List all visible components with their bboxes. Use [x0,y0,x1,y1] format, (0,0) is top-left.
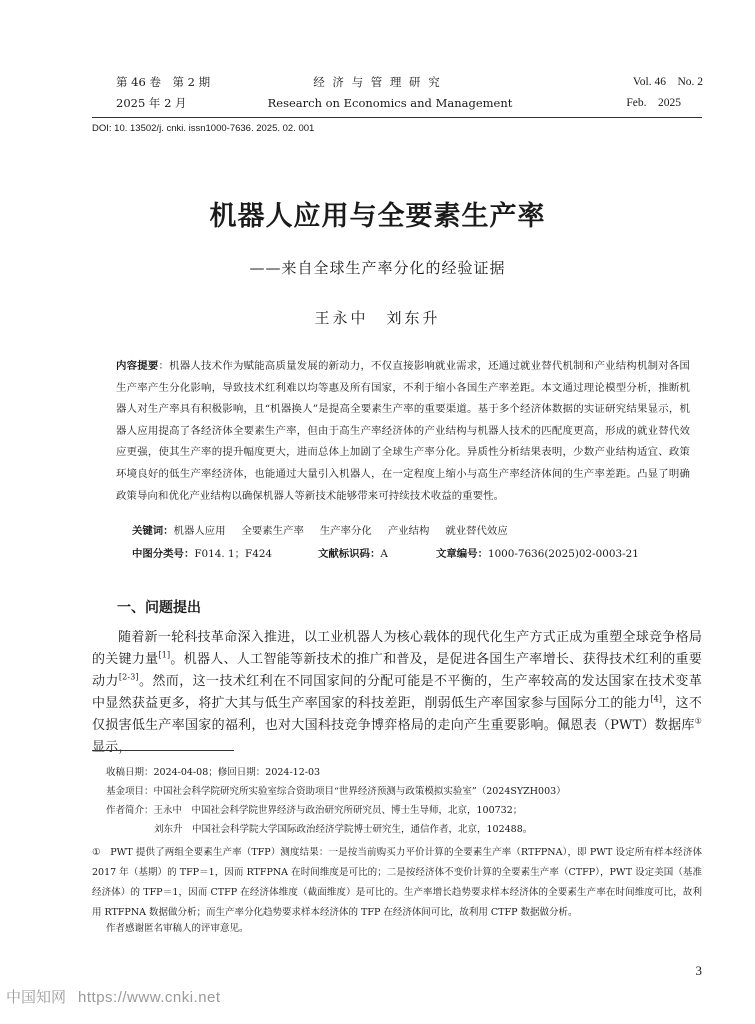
article-label: 文章编号 [436,548,478,560]
received-date: 收稿日期：2024-04-08；修回日期：2024-12-03 [106,767,321,778]
acknowledgement: 作者感谢匿名审稿人的评审意见。 [106,923,249,934]
watermark-name: 中国知网 [6,989,67,1006]
body-text-segment: 随着新一轮科技革命深入推进，以工业机器人为核心载体的现代化生产方式正成为重塑全球竞争格局的关键力量 [92,630,702,667]
journal-title-cn: 经 济 与 管 理 研 究 [313,75,442,89]
header-rule [92,117,702,118]
doi: DOI: 10. 13502/j. cnki. issn1000-7636. 2025. 02. 001 [92,123,315,134]
abstract-text: ：机器人技术作为赋能高质量发展的新动力，不仅直接影响就业需求，还通过就业替代机制和产业结构机制对各国生产率产生分化影响，导致技术红利难以均等惠及所有国家，不利于缩小各国生产率差距。本文通过理论模型分析，推断机器人对生产率具有积极影响，且“机器换人”是提高全要素生产率的重要渠道。基于多个经济体数据的实证研究结果显示，机器人应用提高了各经济体全要素生产率，但由于高生产率经济体的产业结构与机器人技术的匹配度更高，形成的就业替代效应更强，使其生产率的提升幅度更大，进而总体上加剧了全球生产率分化。异质性分析结果表明，少数产业结构适宜、政策环境良好的低生产率经济体，也能通过大量引入机器人，在一定程度上缩小与高生产率经济体间的生产率差距。凸显了明确政策导向和优化产业结构以确保机器人等新技术能够带来可持续技术收益的重要性。 [116,360,690,502]
article-title: 机器人应用与全要素生产率 [209,201,546,232]
footnote-rule [92,750,234,751]
citation[interactable]: [4] [650,694,663,704]
date-cn: 2025 年 2 月 [116,96,187,110]
cnki-watermark [6,986,221,1007]
keywords: 关键词：机器人应用 全要素生产率 生产率分化 产业结构 就业替代效应 [132,525,508,537]
article-number: 文章编号：1000-7636(2025)02-0003-21 [436,548,639,560]
footnote-marker[interactable]: ① [694,716,702,726]
author-bio-2: 刘东升 中国社会科学院大学国际政治经济学院博士研究生，通信作者，北京，102488。 [154,824,533,835]
date-en: Feb. 2025 [626,97,681,109]
keyword: 就业替代效应 [445,525,508,537]
abstract [116,356,690,507]
keywords-label: 关键词 [132,525,164,537]
authors: 王永中 刘东升 [314,309,441,327]
section-heading: 一、问题提出 [117,600,201,616]
keyword: 生产率分化 [319,525,372,537]
article-value: 1000-7636(2025)02-0003-21 [487,548,639,560]
keyword: 机器人应用 [173,525,226,537]
citation[interactable]: [2-3] [118,672,139,682]
volume-issue-cn: 第 46 卷 第 2 期 [116,75,211,89]
body-text-segment: ，这不仅损害低生产率国家的福利，也对大国科技竞争博弈格局的走向产生重要影响。佩恩表（PWT）数据库 [92,696,702,733]
body-text-segment: 显示， [92,740,132,755]
document-code: 文献标识码：A [318,548,388,560]
clc-label: 中图分类号 [132,548,184,560]
citation[interactable]: [1] [158,650,171,660]
author-bio-1: 作者简介：王永中 中国社会科学院世界经济与政治研究所研究员、博士生导师，北京，100732； [106,805,523,816]
doc-label: 文献标识码 [318,548,370,560]
keyword: 全要素生产率 [241,525,304,537]
doc-value: A [380,548,388,560]
article-subtitle: ——来自全球生产率分化的经验证据 [249,259,506,277]
clc-number: 中图分类号：F014. 1；F424 [132,548,273,560]
journal-title-en: Research on Economics and Management [267,96,513,110]
watermark-url: https://www.cnki.net [78,989,221,1006]
keyword: 产业结构 [387,525,430,537]
clc-value: F014. 1；F424 [194,548,273,560]
page-number: 3 [695,963,702,978]
volume-issue-en: Vol. 46 No. 2 [632,76,703,88]
body-paragraph [92,627,702,759]
abstract-label: 内容提要 [116,360,159,372]
fund-info: 基金项目：中国社会科学院研究所实验室综合资助项目“世界经济预测与政策模拟实验室”（2024SYZH003） [106,786,566,797]
footnote-1: ① PWT 提供了两组全要素生产率（TFP）测度结果：一是按当前购买力平价计算的全要素生产率（RTFPNA），即 PWT 设定所有样本经济体 2017 年（基期）的 TFP＝1，因而 RTFPNA 在时间维度是可比的；二是按经济体不变价计算的全要素生产率（CTFP），PWT 设定美国（基准经济体）的 TFP＝1，因而 CTFP 在经济体维度（截面维度）是可比的。生产率增长趋势要求样本经济体的全要素生产率在时间维度可比，故利用 RTFPNA 数据做分析；而生产率分化趋势要求样本经济体的 TFP 在经济体间可比，故利用 CTFP 数据做分析。 [92,847,702,918]
body-text-segment: 。机器人、人工智能等新技术的推广和普及，是促进各国生产率增长、获得技术红利的重要动力 [92,652,702,689]
body-text-segment: 。然而，这一技术红利在不同国家间的分配可能是不平衡的，生产率较高的发达国家在技术变革中显然获益更多，将扩大其与低生产率国家的科技差距，削弱低生产率国家参与国际分工的能力 [92,674,702,711]
